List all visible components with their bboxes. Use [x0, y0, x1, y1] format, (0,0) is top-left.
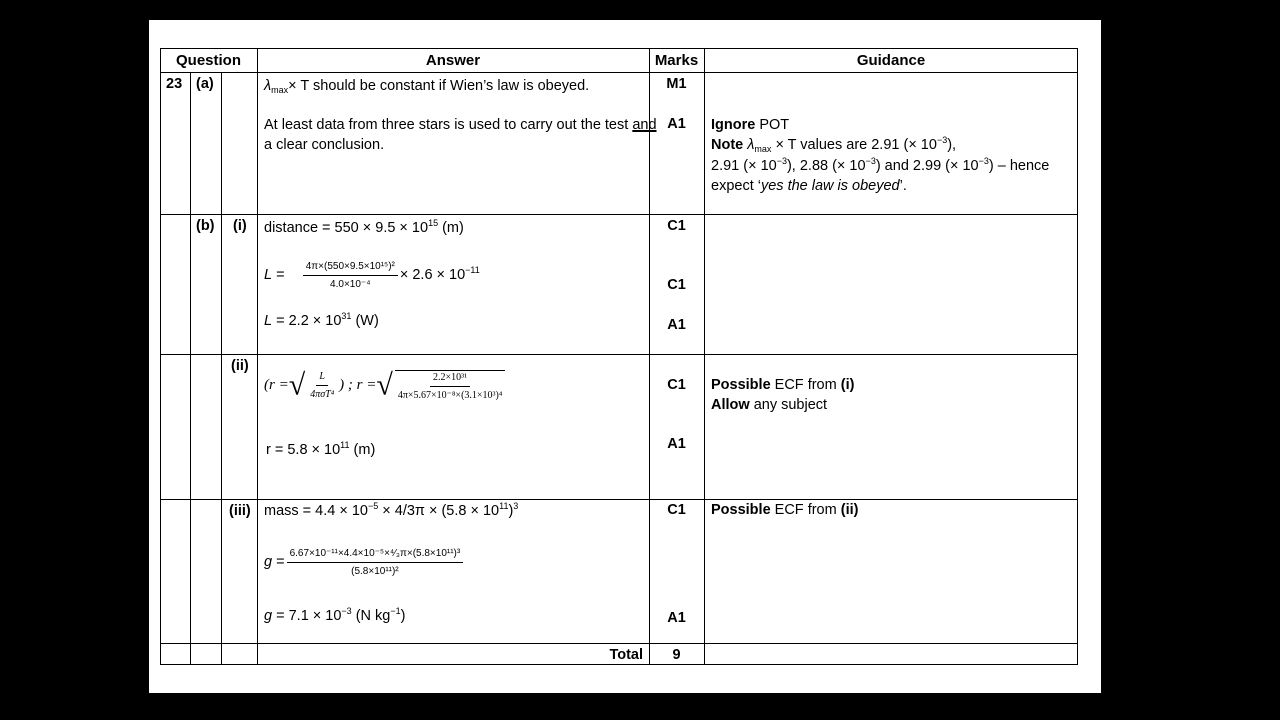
- header-guidance: Guidance: [856, 52, 926, 69]
- part-b-i-mark3: A1: [667, 317, 686, 333]
- grid-line: [190, 48, 191, 665]
- part-b-iii-result: $g = 7.1 \times 10^{-3}$ (N $kg^{-1}$): [264, 606, 406, 624]
- part-a-guidance-ignore: Ignore POT: [711, 117, 790, 133]
- part-a-answer-line1: $\lambda_{max}\times T$ should be constant if Wien’s law is obeyed.: [264, 78, 590, 95]
- part-a-mark1: M1: [666, 76, 687, 92]
- grid-line: [160, 72, 1078, 73]
- header-answer: Answer: [425, 52, 481, 69]
- grid-line: [649, 48, 650, 665]
- grid-line: [160, 499, 1078, 500]
- grid-line: [160, 214, 1078, 215]
- grid-line: [160, 354, 1078, 355]
- part-a-guidance-values: 2.91 (× $10^{-3}$), 2.88 (× $10^{-3}$) and 2.99 (× $10^{-3}$) – hence: [711, 156, 1050, 174]
- part-b-iii-mass: mass = $4.4 \times 10^{-5} \times 4/3\pi \times (5.8 \times 10^{11})^3$: [264, 501, 519, 519]
- grid-line: [704, 48, 705, 665]
- part-b-ii-mark2: A1: [667, 436, 686, 452]
- part-a-answer-line3: a clear conclusion.: [264, 137, 385, 153]
- part-b-iii-mark1: C1: [667, 502, 686, 518]
- part-b-i-distance: distance = $550 \times 9.5 \times 10^{15}$ (m): [264, 218, 464, 236]
- grid-line: [221, 48, 222, 665]
- part-b-iii-guidance: Possible ECF from (ii): [711, 502, 859, 518]
- header-marks: Marks: [654, 52, 699, 69]
- part-a-guidance-expect: expect ‘yes the law is obeyed’.: [711, 178, 907, 194]
- part-a-answer-line2: At least data from three stars is used to carry out the test and: [264, 117, 657, 133]
- total-label: Total: [609, 647, 643, 663]
- part-b-i-mark1: C1: [667, 218, 686, 234]
- part-b-label: (b): [196, 218, 215, 234]
- grid-line: [257, 48, 258, 665]
- part-b-ii-result: $r = 5.8 \times 10^{11}$ (m): [266, 440, 376, 458]
- part-b-ii-guidance1: Possible ECF from (i): [711, 377, 855, 393]
- part-b-iii-label: (iii): [229, 503, 251, 519]
- part-b-i-result: $L = 2.2 \times 10^{31}$ (W): [264, 311, 379, 329]
- part-b-ii-formula: (r =√ $\frac{L}{\text{4πσT⁴}}$ ) ; r =√ $\frac{\text{2.2×10³¹}}{\text{4π×5.67×10⁻⁸×(3.1×10³)⁴}}$: [264, 362, 507, 408]
- part-a-guidance-note: Note $\lambda_{max} \times T$ values are 2.91 (× $10^{-3}$),: [711, 135, 957, 154]
- part-b-i-mark2: C1: [667, 277, 686, 293]
- header-question: Question: [175, 52, 241, 69]
- part-b-ii-mark1: C1: [667, 377, 686, 393]
- grid-line: [160, 643, 1078, 644]
- part-b-i-label: (i): [233, 218, 247, 234]
- part-a-label: (a): [196, 76, 214, 92]
- total-value: 9: [672, 647, 681, 663]
- part-b-i-luminosity-formula: L = $\frac{\text{4π×(550×9.5×10¹⁵)²}}{\text{4.0×10⁻⁴}}$ × $2.6 \times 10^{-11}$: [264, 260, 480, 290]
- question-number: 23: [166, 76, 183, 92]
- part-b-iii-g-formula: g = $\frac{\text{6.67×10⁻¹¹×4.4×10⁻⁵×⁴⁄₃π×(5.8×10¹¹)³}}{\text{(5.8×10¹¹)²}}$: [264, 544, 465, 580]
- part-b-ii-guidance2: Allow any subject: [711, 397, 828, 413]
- part-b-ii-label: (ii): [231, 358, 249, 374]
- part-b-iii-mark2: A1: [667, 610, 686, 626]
- part-a-mark2: A1: [667, 116, 686, 132]
